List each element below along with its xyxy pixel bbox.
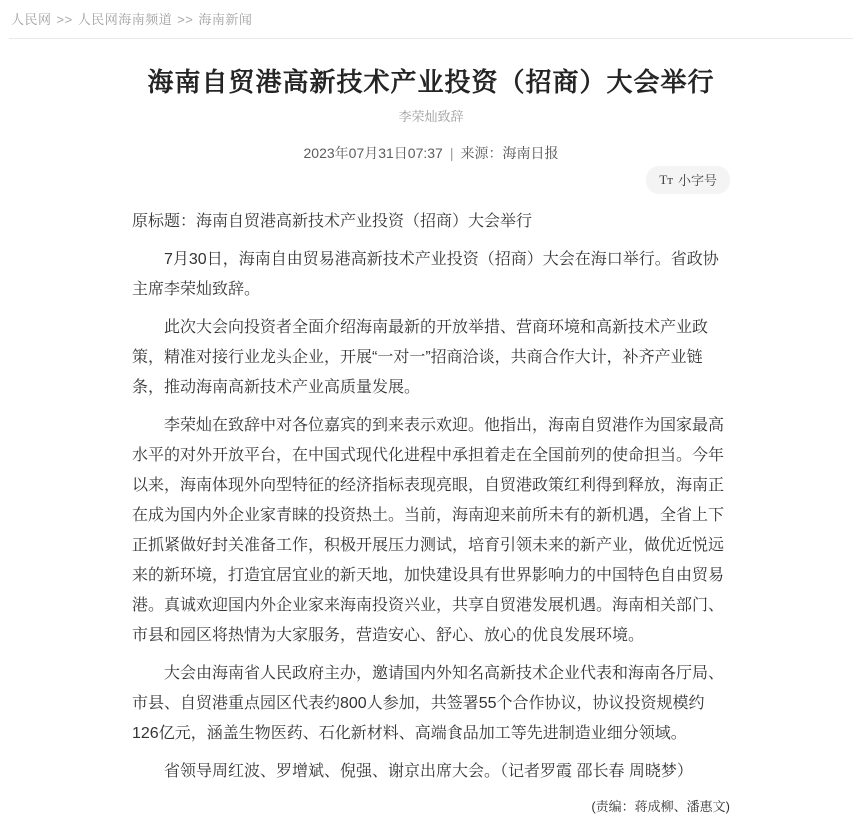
source-label: 来源：: [460, 145, 503, 161]
article-paragraph-3: 李荣灿在致辞中对各位嘉宾的到来表示欢迎。他指出，海南自贸港作为国家最高水平的对外开放平台，在中国式现代化进程中承担着走在全国前列的使命担当。今年以来，海南体现外向型特征的经济指标表现亮眼，自贸港政策红利得到释放，海南正在成为国内外企业家青睐的投资热土。当前，海南迎来前所未有的新机遇，全省上下正抓紧做好封关准备工作，积极开展压力测试，培育引领未来的新产业，做优近悦远来的新环境，打造宜居宜业的新天地，加快建设具有世界影响力的中国特色自由贸易港。真诚欢迎国内外企业家来海南投资兴业，共享自贸港发展机遇。海南相关部门、市县和园区将热情为大家服务，营造安心、舒心、放心的优良发展环境。: [132, 417, 725, 644]
article-title: 海南自贸港高新技术产业投资（招商）大会举行: [147, 67, 715, 97]
editors-line: (责编：蒋成柳、潘惠文): [591, 799, 730, 814]
font-size-label: 小字号: [677, 173, 717, 188]
breadcrumb-link-peoples-daily[interactable]: 人民网: [11, 12, 52, 27]
toolbar: [132, 166, 730, 194]
source-link[interactable]: 海南日报: [502, 145, 559, 161]
publish-date: 2023年07月31日07:37: [303, 145, 443, 161]
font-size-button[interactable]: [646, 166, 730, 194]
breadcrumb-separator: >>: [177, 12, 194, 27]
article-meta: [132, 143, 730, 163]
article-paragraph-1: 7月30日，海南自由贸易港高新技术产业投资（招商）大会在海口举行。省政协主席李荣灿致辞。: [132, 251, 719, 298]
article-paragraph-4: 大会由海南省人民政府主办，邀请国内外知名高新技术企业代表和海南各厅局、市县、自贸港重点园区代表约800人参加，共签署55个合作协议，协议投资规模约126亿元，涵盖生物医药、石化新材料、高端食品加工等先进制造业细分领域。: [132, 665, 725, 742]
font-size-icon: Tᴛ: [659, 171, 673, 187]
header-divider: [9, 38, 853, 39]
article-subtitle: 李荣灿致辞: [398, 109, 464, 124]
breadcrumb-link-hainan-channel[interactable]: 人民网海南频道: [77, 12, 173, 27]
breadcrumb-link-hainan-news[interactable]: 海南新闻: [198, 12, 253, 27]
original-title-line: 原标题：海南自贸港高新技术产业投资（招商）大会举行: [132, 213, 533, 230]
breadcrumb: [0, 0, 862, 38]
article-paragraph-5: 省领导周红波、罗增斌、倪强、谢京出席大会。（记者罗霞 邵长春 周晓梦）: [164, 763, 693, 780]
meta-separator: |: [449, 145, 454, 161]
breadcrumb-separator: >>: [56, 12, 73, 27]
article-container: [132, 65, 730, 816]
article-paragraph-2: 此次大会向投资者全面介绍海南最新的开放举措、营商环境和高新技术产业政策，精准对接行业龙头企业，开展“一对一”招商洽谈，共商合作大计，补齐产业链条，推动海南高新技术产业高质量发展。: [132, 319, 709, 396]
